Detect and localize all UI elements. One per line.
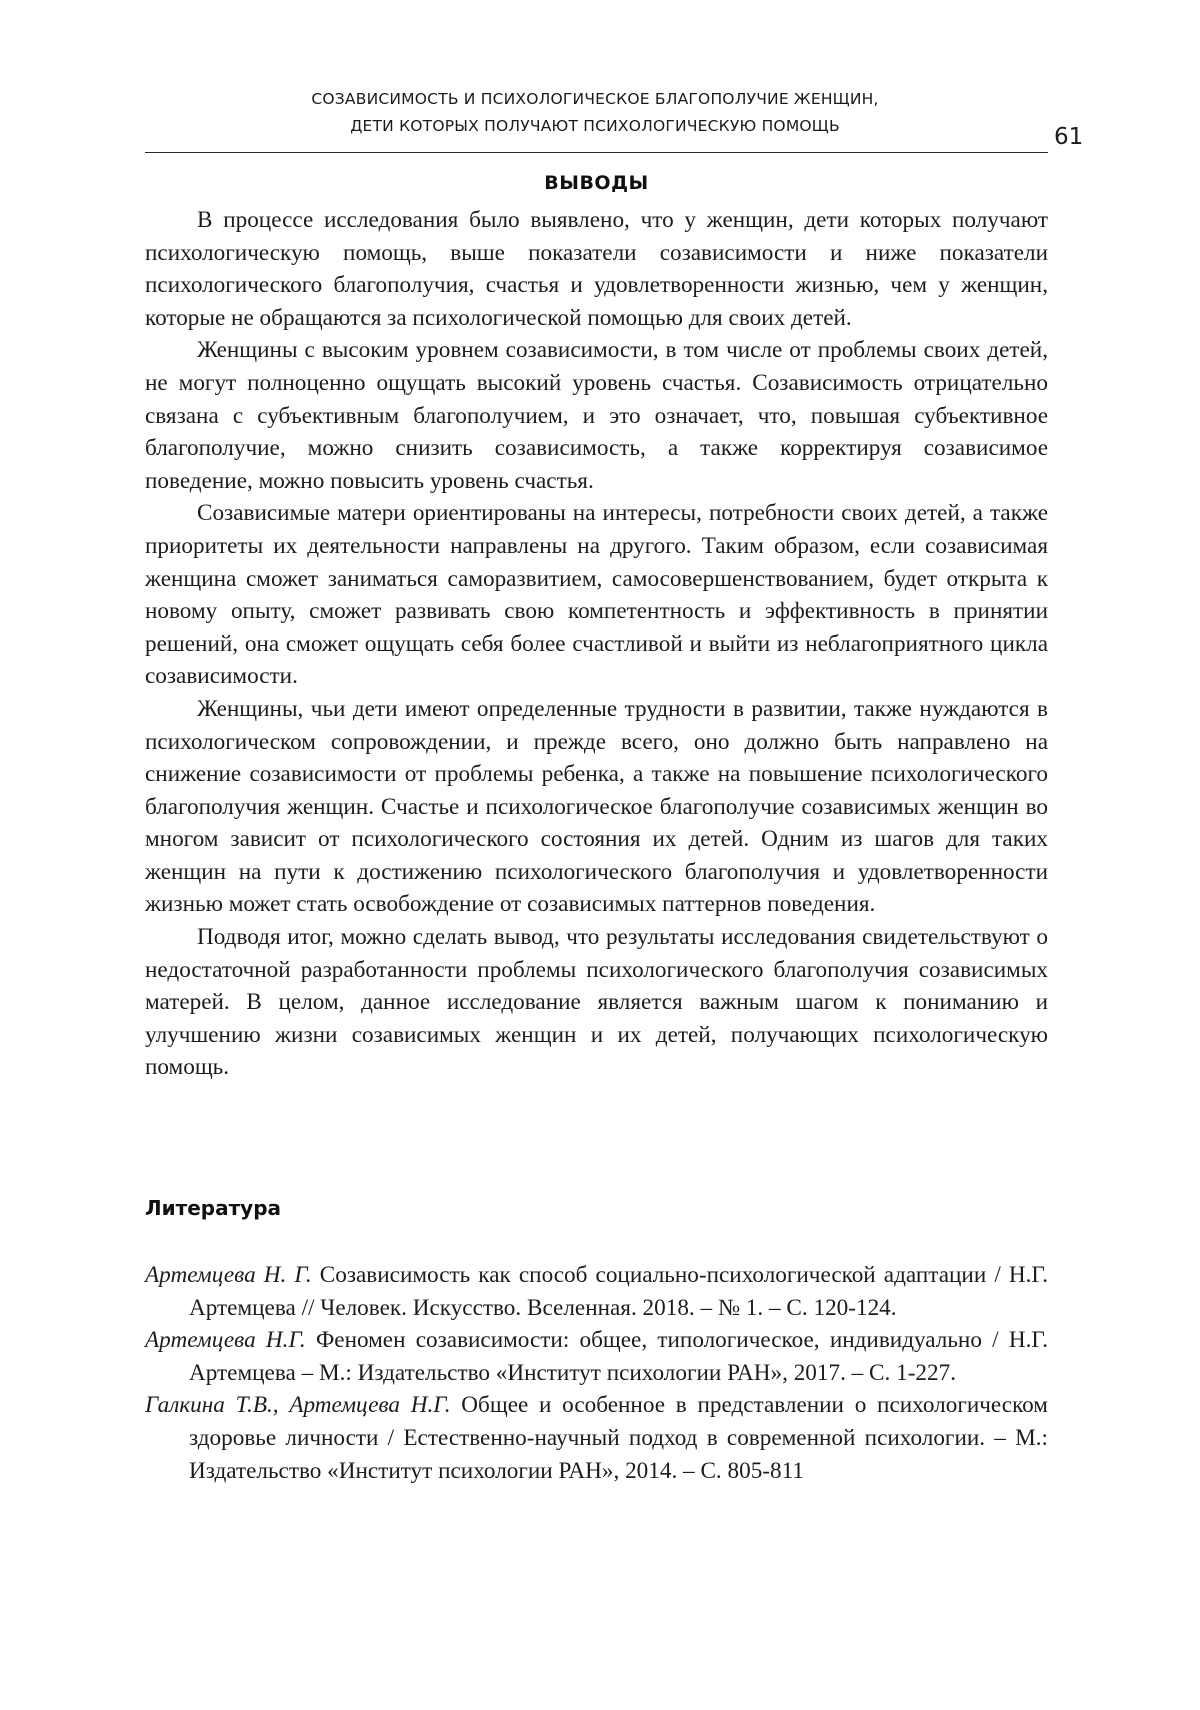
section-title: ВЫВОДЫ [544,172,649,194]
reference-author: Галкина Т.В., Артемцева Н.Г. [145,1392,451,1419]
paragraph: Подводя итог, можно сделать вывод, что результаты исследования свидетельствуют о недостаточной разработанности проблемы психологического благополучия созависимых матерей. В целом, данное исследование является важным шагом к пониманию и улучшению жизни созависимых женщин и их детей, получающих психологическую помощь. [145,924,1048,1081]
reference-item [145,1389,1048,1487]
literature-title: Литература [145,1196,282,1220]
running-header-line-2: ДЕТИ КОТОРЫХ ПОЛУЧАЮТ ПСИХОЛОГИЧЕСКУЮ ПОМОЩЬ [350,117,840,135]
reference-text: Общее и особенное в представлении о психологическом здоровье личности / Естественно-научный подход в современной психологии. – М.: Издательство «Институт психологии РАН», 2014. – С. 805-811 [189,1392,1048,1484]
paragraph: В процессе исследования было выявлено, что у женщин, дети которых получают психологическую помощь, выше показатели созависимости и ниже показатели психологического благополучия, счастья и удовлетворенности жизнью, чем у женщин, которые не обращаются за психологической помощью для своих детей. [145,207,1048,331]
paragraph: Созависимые матери ориентированы на интересы, потребности своих детей, а также приоритеты их деятельности направлены на другого. Таким образом, если созависимая женщина сможет заниматься саморазвитием, самосовершенствованием, будет открыта к новому опыту, сможет развивать свою компетентность и эффективность в принятии решений, она сможет ощущать себя более счастливой и выйти из неблагоприятного цикла созависимости. [145,500,1048,690]
running-header [145,86,1045,140]
header-rule [145,152,1048,153]
page-number: 61 [1054,124,1084,150]
running-header-line-1: СОЗАВИСИМОСТЬ И ПСИХОЛОГИЧЕСКОЕ БЛАГОПОЛУЧИЕ ЖЕНЩИН, [311,90,879,108]
reference-author: Артемцева Н. Г. [145,1262,312,1288]
reference-text: Феномен созависимости: общее, типологическое, индивидуально / Н.Г. Артемцева – М.: Издательство «Институт психологии РАН», 2017. – С. 1-227. [189,1327,1048,1386]
conclusions-body [145,204,1048,1084]
paragraph: Женщины, чьи дети имеют определенные трудности в развитии, также нуждаются в психологическом сопровождении, и прежде всего, оно должно быть направлено на снижение созависимости от проблемы ребенка, а также на повышение психологического благополучия женщин. Счастье и психологическое благополучие созависимых женщин во многом зависит от психологического состояния их детей. Одним из шагов для таких женщин на пути к достижению психологического благополучия и удовлетворенности жизнью может стать освобождение от созависимых паттернов поведения. [145,695,1048,918]
reference-author: Артемцева Н.Г. [145,1327,306,1354]
paragraph: Женщины с высоким уровнем созависимости, в том числе от проблемы своих детей, не могут полноценно ощущать высокий уровень счастья. Созависимость отрицательно связана с субъективным благополучием, и это означает, что, повышая субъективное благополучие, можно снизить созависимость, а также корректируя созависимое поведение, можно повысить уровень счастья. [145,337,1048,494]
reference-text: Созависимость как способ социально-психологической адаптации / Н.Г. Артемцева // Человек. Искусство. Вселенная. 2018. – № 1. – С. 120-124. [189,1262,1048,1321]
reference-list [145,1259,1048,1487]
reference-item [145,1324,1048,1389]
reference-item [145,1259,1048,1324]
